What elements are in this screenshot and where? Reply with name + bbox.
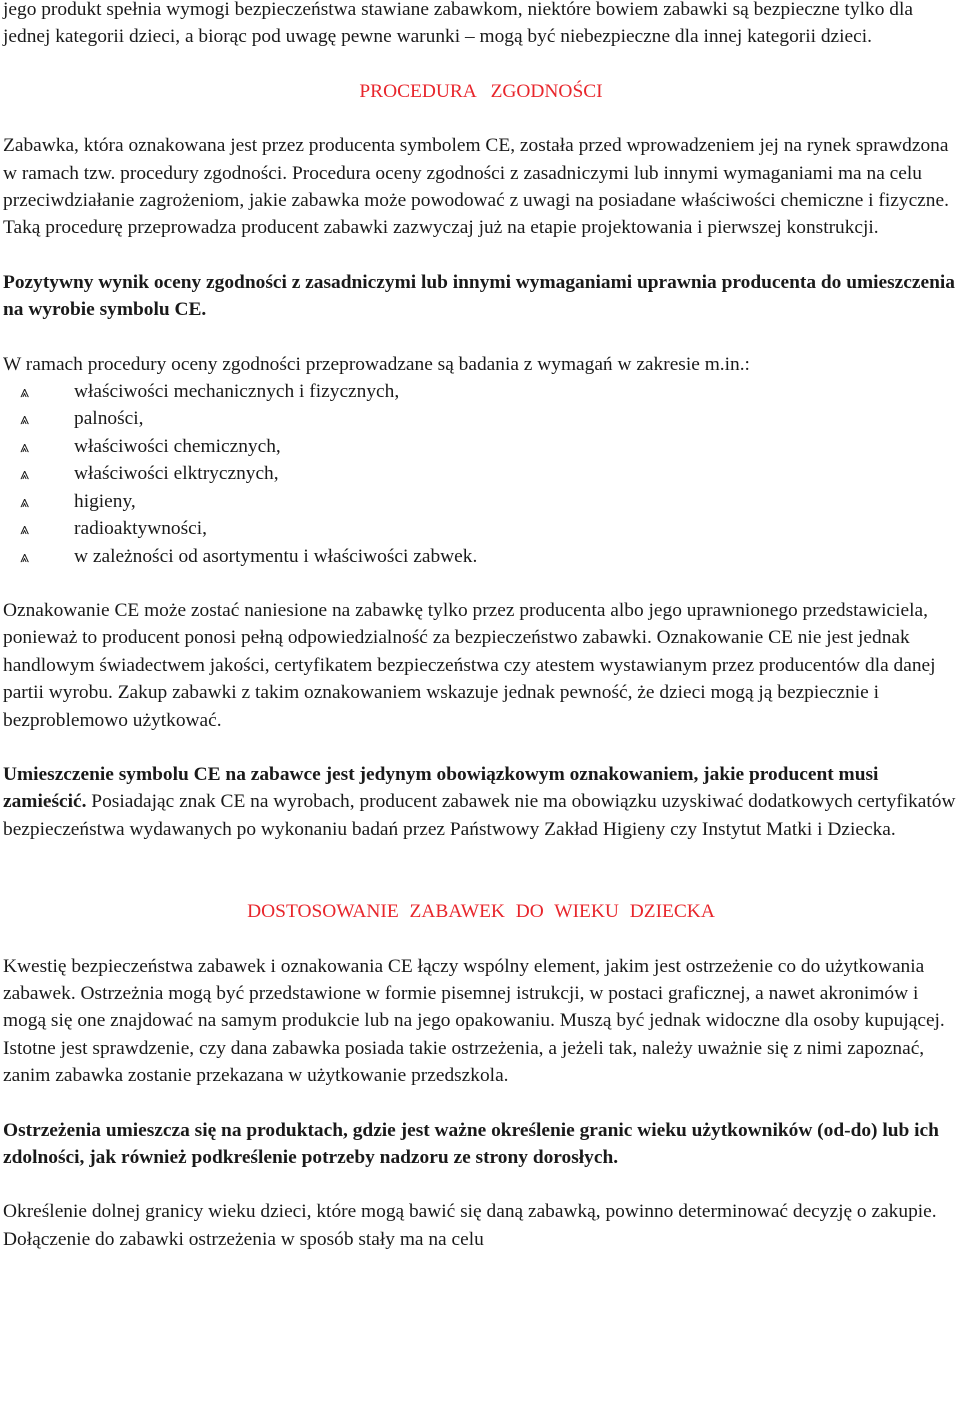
- list-item: [3, 515, 959, 542]
- ce-obligation-rest: Posiadając znak CE na wyrobach, producent zabawek nie ma obowiązku uzyskiwać dodatkowych certyfikatów bezpieczeństwa wydawanych po wykonaniu badań przez Państwowy Zakład Higieny czy Instytut Matki i Dziecka.: [3, 791, 956, 840]
- check-mark-icon: ⩓: [20, 436, 30, 456]
- ce-marking-paragraph: Oznakowanie CE może zostać naniesione na zabawkę tylko przez producenta albo jego uprawnionego przedstawiciela, ponieważ to producent ponosi pełną odpowiedzialność za bezpieczeństwo zabawki. Oznakowanie CE nie jest jednak handlowym świadectwem jakości, certyfikatem bezpieczeństwa czy atestem wystawianym przez producentów dla danej partii wyrobu. Zakup zabawki z takim oznakowaniem wskazuje jednak pewność, że dzieci mogą ją bezpiecznie i bezproblemowo użytkować.: [3, 599, 936, 731]
- list-item-text: właściwości mechanicznych i fizycznych,: [74, 381, 400, 403]
- section-heading-dostosowanie: DOSTOSOWANIE ZABAWEK DO WIEKU DZIECKA: [247, 901, 715, 923]
- check-mark-icon: ⩓: [20, 409, 30, 429]
- list-item-text: radioaktywności,: [74, 518, 208, 540]
- list-item: [3, 460, 959, 487]
- check-mark-icon: ⩓: [20, 546, 30, 566]
- ce-obligation-bold: Umieszczenie symbolu CE na zabawce jest jedynym obowiązkowym oznakowaniem, jakie producent musi zamieścić.: [3, 763, 879, 813]
- check-mark-icon: ⩓: [20, 382, 30, 402]
- list-item: [3, 378, 959, 405]
- intro-paragraph: jego produkt spełnia wymogi bezpieczeństwa stawiane zabawkom, niektóre bowiem zabawki są bezpieczne tylko dla jednej kategorii dzieci, a biorąc pod uwagę pewne warunki – mogą być niebezpieczne dla innej kategorii dzieci.: [3, 0, 913, 48]
- list-item-text: palności,: [74, 408, 144, 430]
- section-heading-procedura: PROCEDURA ZGODNOŚCI: [359, 80, 603, 102]
- list-item-text: higieny,: [74, 490, 136, 512]
- list-intro: W ramach procedury oceny zgodności przeprowadzane są badania z wymagań w zakresie m.in.:: [3, 353, 750, 375]
- list-item-text: właściwości chemicznych,: [74, 435, 281, 457]
- list-item-text: właściwości elktrycznych,: [74, 463, 279, 485]
- list-item: [3, 433, 959, 460]
- lower-age-paragraph: Określenie dolnej granicy wieku dzieci, które mogą bawić się daną zabawką, powinno determinować decyzję o zakupie. Dołączenie do zabawki ostrzeżenia w sposób stały ma na celu: [3, 1201, 937, 1250]
- check-mark-icon: ⩓: [20, 464, 30, 484]
- check-mark-icon: ⩓: [20, 519, 30, 539]
- list-item: [3, 543, 959, 570]
- age-warnings-paragraph: Ostrzeżenia umieszcza się na produktach, gdzie jest ważne określenie granic wieku użytkowników (od-do) lub ich zdolności, jak również podkreślenie potrzeby nadzoru ze strony dorosłych.: [3, 1119, 939, 1168]
- list-item: [3, 405, 959, 432]
- list-item-text: w zależności od asortymentu i właściwości zabwek.: [74, 545, 478, 567]
- list-item: [3, 488, 959, 515]
- positive-result-paragraph: Pozytywny wynik oceny zgodności z zasadniczymi lub innymi wymaganiami uprawnia producenta do umieszczenia na wyrobie symbolu CE.: [3, 271, 955, 321]
- document-page: [3, 0, 959, 1253]
- requirements-list: [3, 378, 959, 570]
- check-mark-icon: ⩓: [20, 491, 30, 511]
- warnings-paragraph: Kwestię bezpieczeństwa zabawek i oznakowania CE łączy wspólny element, jakim jest ostrzeżenie co do użytkowania zabawek. Ostrzeżnia mogą być przedstawione w formie pisemnej istrukcji, w postaci graficznej, a nawet akronimów i mogą się one znajdować na samym produkcie lub na jego opakowaniu. Muszą być jednak widoczne dla osoby kupującej. Istotne jest sprawdzenie, czy dana zabawka posiada takie ostrzeżenia, a jeżeli tak, należy uważnie się z nimi zapoznać, zanim zabawka zostanie przekazana w użytkowanie przedszkola.: [3, 955, 945, 1087]
- ce-obligation-paragraph: [3, 761, 959, 843]
- procedure-paragraph: Zabawka, która oznakowana jest przez producenta symbolem CE, została przed wprowadzeniem jej na rynek sprawdzona w ramach tzw. procedury zgodności. Procedura oceny zgodności z zasadniczymi lub innymi wymaganiami ma na celu przeciwdziałanie zagrożeniom, jakie zabawka może powodować z uwagi na posiadane właściwości chemiczne i fizyczne. Taką procedurę przeprowadza producent zabawki zazwyczaj już na etapie projektowania i pierwszej konstrukcji.: [3, 135, 949, 239]
